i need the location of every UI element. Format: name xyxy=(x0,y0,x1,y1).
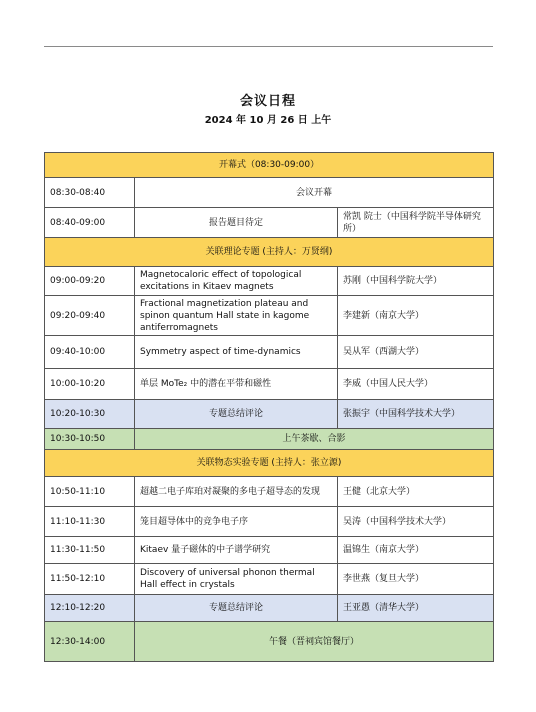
topic-cell: 会议开幕 xyxy=(135,178,494,208)
topic-cell: Discovery of universal phonon thermal Hall effect in crystals xyxy=(135,564,338,595)
topic-cell: 笼目超导体中的竞争电子序 xyxy=(135,507,338,537)
speaker-cell: 常凯 院士（中国科学院半导体研究所） xyxy=(338,208,494,238)
table-row xyxy=(45,208,494,238)
speaker-cell: 王亚愚（清华大学） xyxy=(338,595,494,622)
time-cell: 11:50-12:10 xyxy=(45,564,135,595)
topic-cell: 单层 MoTe₂ 中的潜在平带和磁性 xyxy=(135,369,338,400)
time-cell: 10:20-10:30 xyxy=(45,400,135,429)
section-header-label: 开幕式（08:30-09:00） xyxy=(45,153,494,178)
page-title: 会议日程 xyxy=(239,94,296,109)
table-row-discussion xyxy=(45,595,494,622)
topic-cell: 午餐（晋祠宾馆餐厅） xyxy=(135,622,494,662)
table-row xyxy=(45,267,494,296)
speaker-cell: 吴从军（西湖大学） xyxy=(338,336,494,369)
time-cell: 08:30-08:40 xyxy=(45,178,135,208)
speaker-cell: 吴涛（中国科学技术大学） xyxy=(338,507,494,537)
time-cell: 10:30-10:50 xyxy=(45,429,135,450)
speaker-cell: 张振宇（中国科学技术大学） xyxy=(338,400,494,429)
time-cell: 09:20-09:40 xyxy=(45,296,135,336)
table-row xyxy=(45,477,494,507)
time-cell: 09:40-10:00 xyxy=(45,336,135,369)
topic-cell: Kitaev 量子磁体的中子谱学研究 xyxy=(135,537,338,564)
section-header-label: 关联物态实验专题 (主持人：张立源) xyxy=(45,450,494,477)
table-row xyxy=(45,369,494,400)
section-header-theory xyxy=(45,238,494,267)
speaker-cell: 王健（北京大学） xyxy=(338,477,494,507)
time-cell: 10:00-10:20 xyxy=(45,369,135,400)
speaker-cell: 李威（中国人民大学） xyxy=(338,369,494,400)
table-row-lunch xyxy=(45,622,494,662)
table-row xyxy=(45,336,494,369)
speaker-cell: 温锦生（南京大学） xyxy=(338,537,494,564)
table-row-discussion xyxy=(45,400,494,429)
table-row xyxy=(45,564,494,595)
speaker-cell: 李建新（南京大学） xyxy=(338,296,494,336)
topic-cell: Magnetocaloric effect of topological excitations in Kitaev magnets xyxy=(135,267,338,296)
top-divider xyxy=(44,46,493,47)
time-cell: 08:40-09:00 xyxy=(45,208,135,238)
topic-cell: 报告题目待定 xyxy=(135,208,338,238)
table-row xyxy=(45,296,494,336)
time-cell: 10:50-11:10 xyxy=(45,477,135,507)
time-cell: 09:00-09:20 xyxy=(45,267,135,296)
topic-cell: Fractional magnetization plateau and spinon quantum Hall state in kagome antiferromagnets xyxy=(135,296,338,336)
time-cell: 11:30-11:50 xyxy=(45,537,135,564)
time-cell: 11:10-11:30 xyxy=(45,507,135,537)
section-header-opening xyxy=(45,153,494,178)
table-row xyxy=(45,178,494,208)
topic-cell: 上午茶歇、合影 xyxy=(135,429,494,450)
table-row xyxy=(45,507,494,537)
speaker-cell: 苏刚（中国科学院大学） xyxy=(338,267,494,296)
topic-cell: 专题总结评论 xyxy=(135,595,338,622)
section-header-label: 关联理论专题 (主持人：万贤纲) xyxy=(45,238,494,267)
topic-cell: Symmetry aspect of time-dynamics xyxy=(135,336,338,369)
schedule-table xyxy=(44,152,494,662)
speaker-cell: 李世燕（复旦大学） xyxy=(338,564,494,595)
page-date: 2024 年 10 月 26 日 上午 xyxy=(204,115,332,126)
time-cell: 12:30-14:00 xyxy=(45,622,135,662)
table-row xyxy=(45,537,494,564)
topic-cell: 专题总结评论 xyxy=(135,400,338,429)
table-row-break xyxy=(45,429,494,450)
time-cell: 12:10-12:20 xyxy=(45,595,135,622)
topic-cell: 超越二电子库珀对凝聚的多电子超导态的发现 xyxy=(135,477,338,507)
section-header-experiment xyxy=(45,450,494,477)
